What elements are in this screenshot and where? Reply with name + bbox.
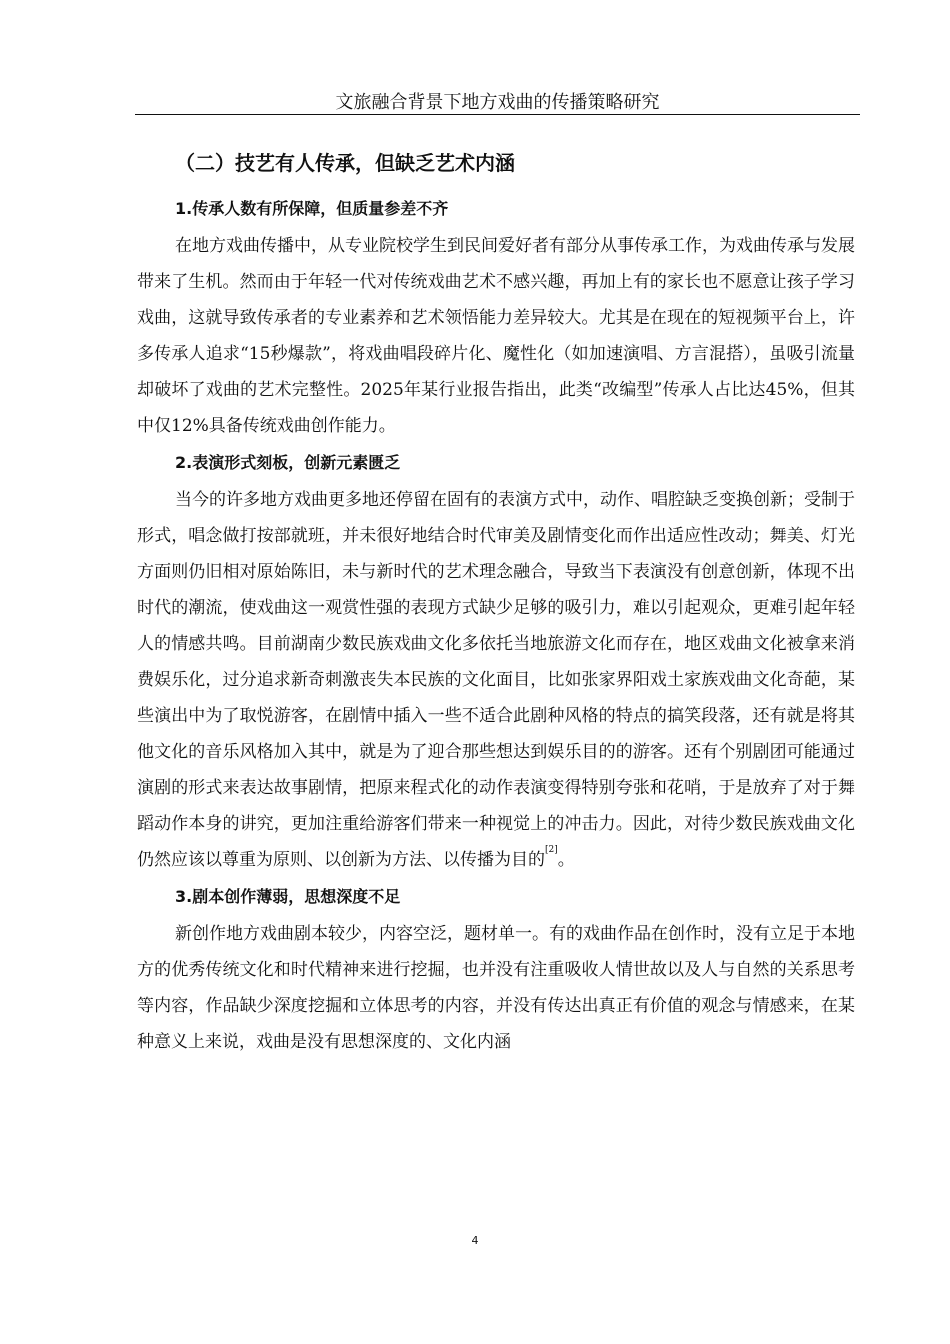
header-divider [135,114,860,115]
page-number: 4 [471,1234,479,1247]
paragraph-3: 新创作地方戏曲剧本较少，内容空泛，题材单一。有的戏曲作品在创作时，没有立足于本地方的优秀传统文化和时代精神来进行挖掘，也并没有注重吸收人情世故以及人与自然的关系思考等内容，作品缺少深度挖掘和立体思考的内容，并没有传达出真正有价值的观念与情感来，在某种意义上来说，戏曲是没有思想深度的、文化内涵 [137,924,855,1052]
citation-marker[interactable]: [2] [545,845,558,855]
subsection-heading-3: 3.剧本创作薄弱，思想深度不足 [175,887,401,906]
paragraph-2-text: 当今的许多地方戏曲更多地还停留在固有的表演方式中，动作、唱腔缺乏变换创新；受制于形式，唱念做打按部就班，并未很好地结合时代审美及剧情变化而作出适应性改动；舞美、灯光方面则仍旧相对原始陈旧，未与新时代的艺术理念融合，导致当下表演没有创意创新，体现不出时代的潮流，使戏曲这一观赏性强的表现方式缺少足够的吸引力，难以引起观众，更难引起年轻人的情感共鸣。目前湖南少数民族戏曲文化多依托当地旅游文化而存在，地区戏曲文化被拿来消费娱乐化，过分追求新奇刺激丧失本民族的文化面目，比如张家界阳戏土家族戏曲文化奇葩，某些演出中为了取悦游客，在剧情中插入一些不适合此剧种风格的特点的搞笑段落，还有就是将其他文化的音乐风格加入其中，就是为了迎合那些想达到娱乐目的的游客。还有个别剧团可能通过演剧的形式来表达故事剧情，把原来程式化的动作表演变得特别夸张和花哨，于是放弃了对于舞蹈动作本身的讲究，更加注重给游客们带来一种视觉上的冲击力。因此，对待少数民族戏曲文化仍然应该以尊重为原则、以创新为方法、以传播为目的 [137,490,855,870]
section-heading: （二）技艺有人传承，但缺乏艺术内涵 [175,151,515,175]
paragraph-2 [137,482,855,878]
paragraph-2-end: 。 [557,850,575,870]
paragraph-1: 在地方戏曲传播中，从专业院校学生到民间爱好者有部分从事传承工作，为戏曲传承与发展带来了生机。然而由于年轻一代对传统戏曲艺术不感兴趣，再加上有的家长也不愿意让孩子学习戏曲，这就导致传承者的专业素养和艺术领悟能力差异较大。尤其是在现在的短视频平台上，许多传承人追求“15秒爆款”，将戏曲唱段碎片化、魔性化（如加速演唱、方言混搭），虽吸引流量却破坏了戏曲的艺术完整性。2025年某行业报告指出，此类“改编型”传承人占比达45%，但其中仅12%具备传统戏曲创作能力。 [137,236,855,436]
subsection-heading-1: 1.传承人数有所保障，但质量参差不齐 [175,199,449,218]
subsection-heading-2: 2.表演形式刻板，创新元素匮乏 [175,453,401,472]
page-body [137,140,855,1060]
running-header-title: 文旅融合背景下地方戏曲的传播策略研究 [335,92,660,113]
